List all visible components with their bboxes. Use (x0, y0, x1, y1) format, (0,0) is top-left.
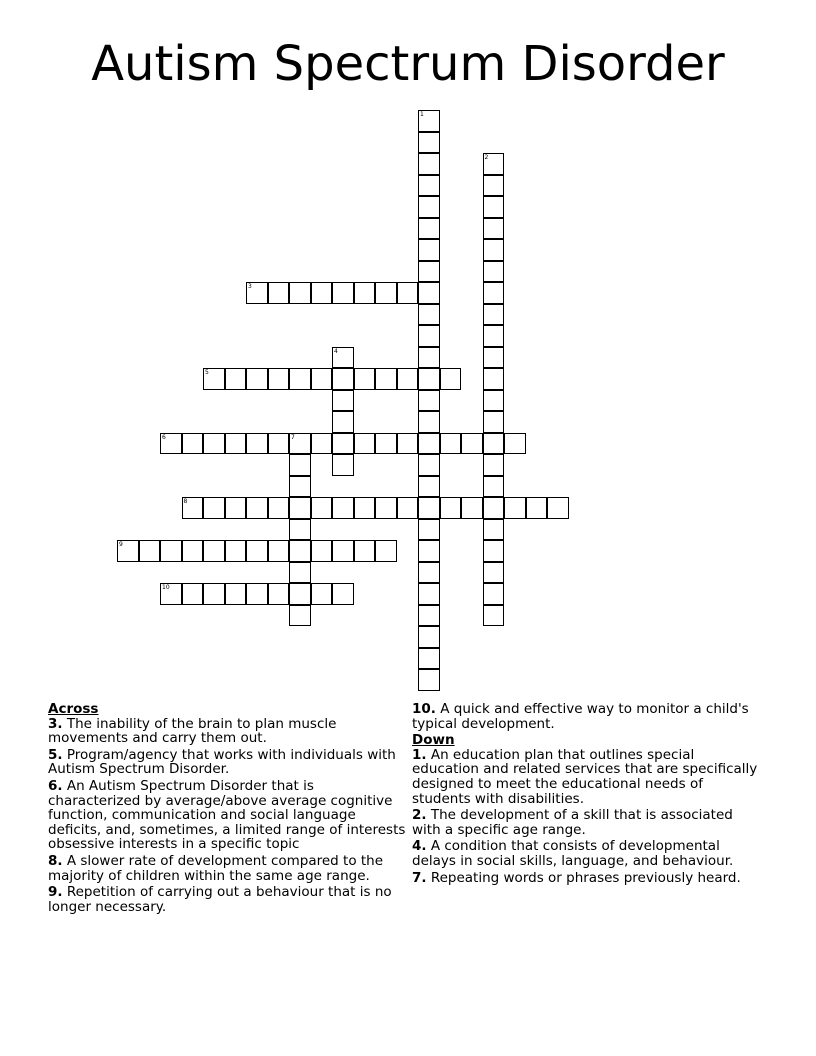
grid-cell[interactable] (203, 583, 225, 605)
grid-cell[interactable] (203, 497, 225, 519)
grid-cell[interactable] (418, 454, 440, 476)
grid-cell[interactable] (268, 540, 290, 562)
clue-number-label: 10 (162, 584, 170, 591)
grid-cell[interactable] (332, 497, 354, 519)
grid-cell[interactable] (225, 433, 247, 455)
clue-number: 6. (48, 777, 63, 794)
grid-cell[interactable] (483, 347, 505, 369)
clue-down-4 (412, 839, 762, 868)
grid-cell[interactable] (289, 540, 311, 562)
grid-cell[interactable] (289, 368, 311, 390)
grid-cell[interactable] (160, 540, 182, 562)
grid-cell[interactable] (418, 175, 440, 197)
grid-cell[interactable] (332, 282, 354, 304)
grid-cell[interactable] (418, 347, 440, 369)
grid-cell[interactable] (483, 433, 505, 455)
grid-cell[interactable] (354, 368, 376, 390)
grid-cell[interactable] (483, 583, 505, 605)
grid-cell[interactable] (418, 605, 440, 627)
grid-cell[interactable] (246, 497, 268, 519)
grid-cell[interactable] (504, 497, 526, 519)
grid-cell[interactable] (440, 497, 462, 519)
grid-cell[interactable] (418, 304, 440, 326)
clue-number: 4. (412, 838, 427, 855)
grid-cell[interactable] (354, 540, 376, 562)
grid-cell[interactable] (483, 282, 505, 304)
grid-cell[interactable] (246, 540, 268, 562)
grid-cell[interactable] (375, 282, 397, 304)
grid-cell[interactable] (311, 583, 333, 605)
grid-cell[interactable] (268, 368, 290, 390)
grid-cell[interactable] (289, 562, 311, 584)
clue-text: Program/agency that works with individuals with Autism Spectrum Disorder. (48, 746, 396, 778)
grid-cell[interactable] (397, 368, 419, 390)
clue-text: A condition that consists of developmental delays in social skills, language, and behaviour. (412, 838, 734, 869)
grid-cell[interactable] (289, 519, 311, 541)
grid-cell[interactable] (354, 497, 376, 519)
grid-cell[interactable] (483, 562, 505, 584)
grid-cell[interactable] (483, 261, 505, 283)
grid-cell[interactable] (418, 218, 440, 240)
grid-cell[interactable] (203, 433, 225, 455)
grid-cell[interactable] (311, 282, 333, 304)
grid-cell[interactable] (418, 261, 440, 283)
grid-cell[interactable] (483, 411, 505, 433)
clue-number: 3. (48, 715, 63, 732)
grid-cell[interactable] (332, 433, 354, 455)
grid-cell[interactable] (440, 368, 462, 390)
clue-across-5 (48, 748, 408, 777)
clue-number: 8. (48, 852, 63, 869)
grid-cell[interactable] (483, 605, 505, 627)
clue-across-10 (412, 702, 762, 731)
clue-number-label: 2 (484, 154, 489, 161)
grid-cell[interactable] (418, 540, 440, 562)
grid-cell[interactable] (268, 497, 290, 519)
clue-number-label: 9 (119, 541, 123, 548)
clue-number: 1. (412, 746, 427, 763)
grid-cell[interactable] (483, 540, 505, 562)
grid-cell[interactable] (332, 390, 354, 412)
grid-cell[interactable] (375, 497, 397, 519)
grid-cell[interactable] (483, 175, 505, 197)
grid-cell[interactable] (289, 497, 311, 519)
grid-cell[interactable] (483, 368, 505, 390)
grid-cell[interactable] (289, 583, 311, 605)
grid-cell[interactable] (139, 540, 161, 562)
grid-cell[interactable] (332, 411, 354, 433)
clue-number-label: 3 (248, 283, 252, 290)
grid-cell[interactable] (268, 282, 290, 304)
grid-cell[interactable] (311, 433, 333, 455)
grid-cell[interactable] (483, 239, 505, 261)
page-title: Autism Spectrum Disorder (91, 36, 725, 92)
grid-cell[interactable] (289, 454, 311, 476)
clue-across-3 (48, 717, 408, 746)
grid-cell[interactable] (418, 669, 440, 691)
grid-cell[interactable] (246, 583, 268, 605)
clue-text: Repeating words or phrases previously heard. (430, 869, 741, 886)
grid-cell[interactable] (526, 497, 548, 519)
grid-cell[interactable] (483, 325, 505, 347)
grid-cell[interactable] (289, 282, 311, 304)
grid-cell[interactable] (418, 196, 440, 218)
grid-cell[interactable] (483, 218, 505, 240)
grid-cell[interactable] (461, 433, 483, 455)
grid-cell[interactable] (397, 282, 419, 304)
grid-cell[interactable] (418, 153, 440, 175)
grid-cell[interactable] (375, 540, 397, 562)
grid-cell[interactable] (418, 519, 440, 541)
grid-cell[interactable] (418, 325, 440, 347)
grid-cell[interactable] (461, 497, 483, 519)
grid-cell[interactable] (418, 497, 440, 519)
grid-cell[interactable] (225, 583, 247, 605)
clues-left-column (48, 702, 408, 916)
clue-text: A quick and effective way to monitor a child's typical development. (412, 701, 749, 732)
grid-cell[interactable] (504, 433, 526, 455)
clue-number-label: 4 (334, 347, 338, 355)
clue-text: Repetition of carrying out a behaviour that is no longer necessary. (48, 884, 392, 915)
grid-cell[interactable] (332, 368, 354, 390)
clue-text: An education plan that outlines special education and related services that are specifically designed to meet the educational needs of students with disabilities. (412, 746, 758, 807)
grid-cell[interactable] (483, 519, 505, 541)
grid-cell[interactable] (483, 454, 505, 476)
grid-cell[interactable] (311, 368, 333, 390)
grid-cell[interactable] (268, 433, 290, 455)
grid-cell[interactable] (182, 540, 204, 562)
clue-number: 2. (412, 807, 427, 824)
grid-cell[interactable] (418, 239, 440, 261)
clues-right-column (412, 702, 762, 887)
clue-number: 7. (412, 869, 427, 886)
grid-cell[interactable] (418, 583, 440, 605)
clue-across-8 (48, 854, 408, 883)
grid-cell[interactable] (354, 282, 376, 304)
grid-cell[interactable] (332, 540, 354, 562)
clue-text: The inability of the brain to plan muscle movements and carry them out. (48, 715, 337, 747)
grid-cell[interactable] (332, 583, 354, 605)
grid-cell[interactable] (418, 411, 440, 433)
grid-cell[interactable] (418, 368, 440, 390)
clue-text: An Autism Spectrum Disorder that is characterized by average/above average cognitive function, communication and social language deficits, and, sometimes, a limited range of interests obsessive interests in a specific topic (48, 777, 406, 853)
grid-cell[interactable] (418, 132, 440, 154)
grid-cell[interactable] (332, 454, 354, 476)
grid-cell[interactable] (418, 476, 440, 498)
grid-cell[interactable] (397, 497, 419, 519)
grid-cell[interactable] (225, 368, 247, 390)
clue-number-label: 1 (420, 111, 424, 118)
grid-cell[interactable] (289, 605, 311, 627)
grid-cell[interactable] (483, 390, 505, 412)
grid-cell[interactable] (483, 196, 505, 218)
grid-cell[interactable] (418, 433, 440, 455)
grid-cell[interactable] (418, 648, 440, 670)
clue-number-label: 6 (162, 433, 166, 441)
clue-across-9 (48, 885, 408, 914)
grid-cell[interactable] (418, 282, 440, 304)
grid-cell[interactable] (354, 433, 376, 455)
grid-cell[interactable] (418, 562, 440, 584)
clue-down-1 (412, 748, 762, 806)
clue-number-label: 8 (183, 498, 188, 505)
grid-cell[interactable] (397, 433, 419, 455)
grid-cell[interactable] (547, 497, 569, 519)
clue-down-2 (412, 808, 762, 837)
grid-cell[interactable] (311, 497, 333, 519)
clue-down-7 (412, 871, 762, 886)
clue-across-6 (48, 779, 408, 852)
grid-cell[interactable] (483, 476, 505, 498)
clue-number: 10. (412, 701, 436, 717)
grid-cell[interactable] (182, 433, 204, 455)
clue-number-label: 7 (291, 433, 295, 441)
clue-number: 9. (48, 884, 63, 901)
across-heading: Across (48, 701, 99, 717)
grid-cell[interactable] (440, 433, 462, 455)
grid-cell[interactable] (225, 540, 247, 562)
clue-number: 5. (48, 746, 63, 763)
clue-text: A slower rate of development compared to the majority of children within the same age range. (48, 852, 384, 884)
clue-number-label: 5 (205, 369, 209, 376)
grid-cell[interactable] (483, 497, 505, 519)
clue-text: The development of a skill that is associated with a specific age range. (412, 807, 733, 838)
grid-cell[interactable] (182, 583, 204, 605)
grid-cell[interactable] (225, 497, 247, 519)
grid-cell[interactable] (246, 368, 268, 390)
grid-cell[interactable] (203, 540, 225, 562)
grid-cell[interactable] (311, 540, 333, 562)
down-heading: Down (412, 732, 455, 749)
grid-cell[interactable] (289, 476, 311, 498)
grid-cell[interactable] (418, 390, 440, 412)
grid-cell[interactable] (246, 433, 268, 455)
grid-cell[interactable] (268, 583, 290, 605)
grid-cell[interactable] (483, 304, 505, 326)
grid-cell[interactable] (375, 433, 397, 455)
grid-cell[interactable] (418, 626, 440, 648)
grid-cell[interactable] (375, 368, 397, 390)
